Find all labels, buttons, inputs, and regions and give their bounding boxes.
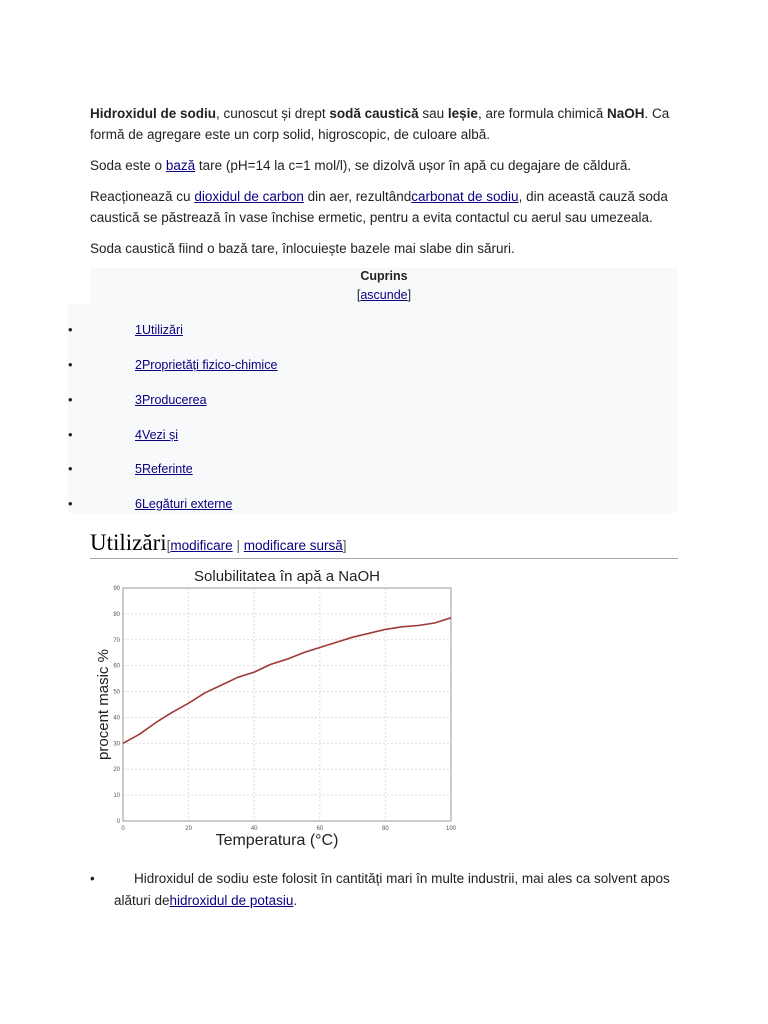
chart-title: Solubilitatea în apă a NaOH	[194, 568, 380, 585]
y-tick-label: 80	[113, 611, 120, 618]
toc-link-proprietati[interactable]: 2Proprietăți fizico-chimice	[135, 358, 278, 372]
text: din aer, rezultând	[303, 189, 412, 204]
x-tick-label: 20	[185, 826, 192, 832]
bracket: ]	[407, 288, 412, 302]
bullet-icon: •	[68, 392, 73, 407]
x-tick-label: 40	[250, 826, 258, 832]
toc-hide-link[interactable]: ascunde	[360, 288, 408, 302]
x-tick-label: 60	[316, 826, 324, 832]
text: .	[293, 893, 298, 908]
intro-paragraph-1	[90, 103, 680, 145]
bullet-icon: •	[68, 322, 73, 337]
y-tick-label: 30	[113, 741, 120, 748]
bullet-icon: •	[68, 357, 73, 372]
solubility-chart	[90, 562, 470, 852]
toc-box	[90, 268, 678, 513]
bold-term: Hidroxidul de sodiu	[90, 106, 217, 121]
bullet-icon: •	[68, 496, 73, 511]
intro-paragraph-4: Soda caustică fiind o bază tare, înlocuiește bazele mai slabe din săruri.	[90, 241, 515, 256]
list-item-text	[114, 868, 680, 912]
separator: |	[232, 538, 244, 553]
bracket: [	[356, 288, 361, 302]
y-tick-label: 0	[116, 819, 120, 825]
edit-links	[167, 538, 347, 553]
toc-title: Cuprins	[360, 269, 408, 283]
toc-hide-toggle	[90, 288, 678, 302]
bullet-icon: •	[90, 871, 95, 886]
y-tick-label: 10	[113, 793, 120, 800]
intro-paragraph-2	[90, 155, 680, 176]
toc-link-producerea[interactable]: 3Producerea	[135, 393, 207, 407]
toc-link-utilizari[interactable]: 1Utilizări	[135, 323, 183, 337]
y-tick-label: 20	[113, 767, 120, 774]
text: sau	[418, 106, 448, 121]
bold-term: sodă caustică	[329, 106, 419, 121]
edit-source-link[interactable]: modificare sursă	[243, 538, 343, 553]
x-tick-label: 0	[121, 826, 125, 832]
y-axis-label: procent masic %	[95, 649, 112, 760]
bracket: ]	[342, 538, 347, 553]
text: , cunoscut și drept	[216, 106, 330, 121]
text: Soda este o	[90, 158, 166, 173]
x-axis-label: Temperatura (°C)	[215, 832, 339, 849]
list-item	[90, 868, 680, 912]
toc-link-legaturi-externe[interactable]: 6Legături externe	[135, 497, 233, 511]
x-tick-label: 100	[445, 826, 457, 832]
bold-term: leșie	[447, 106, 478, 121]
text: , are formula chimică	[477, 106, 607, 121]
text: Hidroxidul de sodiu este folosit în cantități mari în multe industrii, mai ales ca solvent apos alături de	[114, 871, 670, 908]
link-carbonat-de-sodiu[interactable]: carbonat de sodiu	[411, 189, 519, 204]
intro-paragraph-3	[90, 186, 680, 228]
edit-link[interactable]: modificare	[170, 538, 233, 553]
bullet-icon: •	[68, 461, 73, 476]
bold-term: NaOH	[606, 106, 645, 121]
toc-link-referinte[interactable]: 5Referinte	[135, 462, 193, 476]
section-heading	[90, 530, 678, 559]
bracket: [	[166, 538, 171, 553]
series-line	[123, 618, 451, 744]
link-hidroxid-de-potasiu[interactable]: hidroxidul de potasiu	[169, 893, 294, 908]
toc-link-vezi-si[interactable]: 4Vezi și	[135, 428, 179, 442]
text: , din această cauză soda caustică se păstrează în vase închise ermetic, pentru a evita contactul cu aerul sau umezeala.	[90, 189, 668, 225]
bullet-icon: •	[68, 427, 73, 442]
text: Reacționează cu	[90, 189, 195, 204]
link-dioxid-de-carbon[interactable]: dioxidul de carbon	[194, 189, 304, 204]
text: tare (pH=14 la c=1 mol/l), se dizolvă ușor în apă cu degajare de căldură.	[195, 158, 632, 173]
y-tick-label: 90	[113, 586, 120, 592]
section-title: Utilizări	[90, 530, 167, 555]
plot-frame	[123, 588, 451, 821]
y-tick-label: 50	[113, 689, 120, 696]
x-tick-label: 80	[382, 826, 389, 832]
article-intro	[90, 103, 680, 269]
y-tick-label: 60	[113, 663, 120, 670]
y-tick-label: 40	[113, 715, 120, 722]
y-tick-label: 70	[113, 637, 120, 644]
text: . Ca formă de agregare este un corp solid, higroscopic, de culoare albă.	[90, 106, 670, 142]
link-baza[interactable]: bază	[165, 158, 196, 173]
